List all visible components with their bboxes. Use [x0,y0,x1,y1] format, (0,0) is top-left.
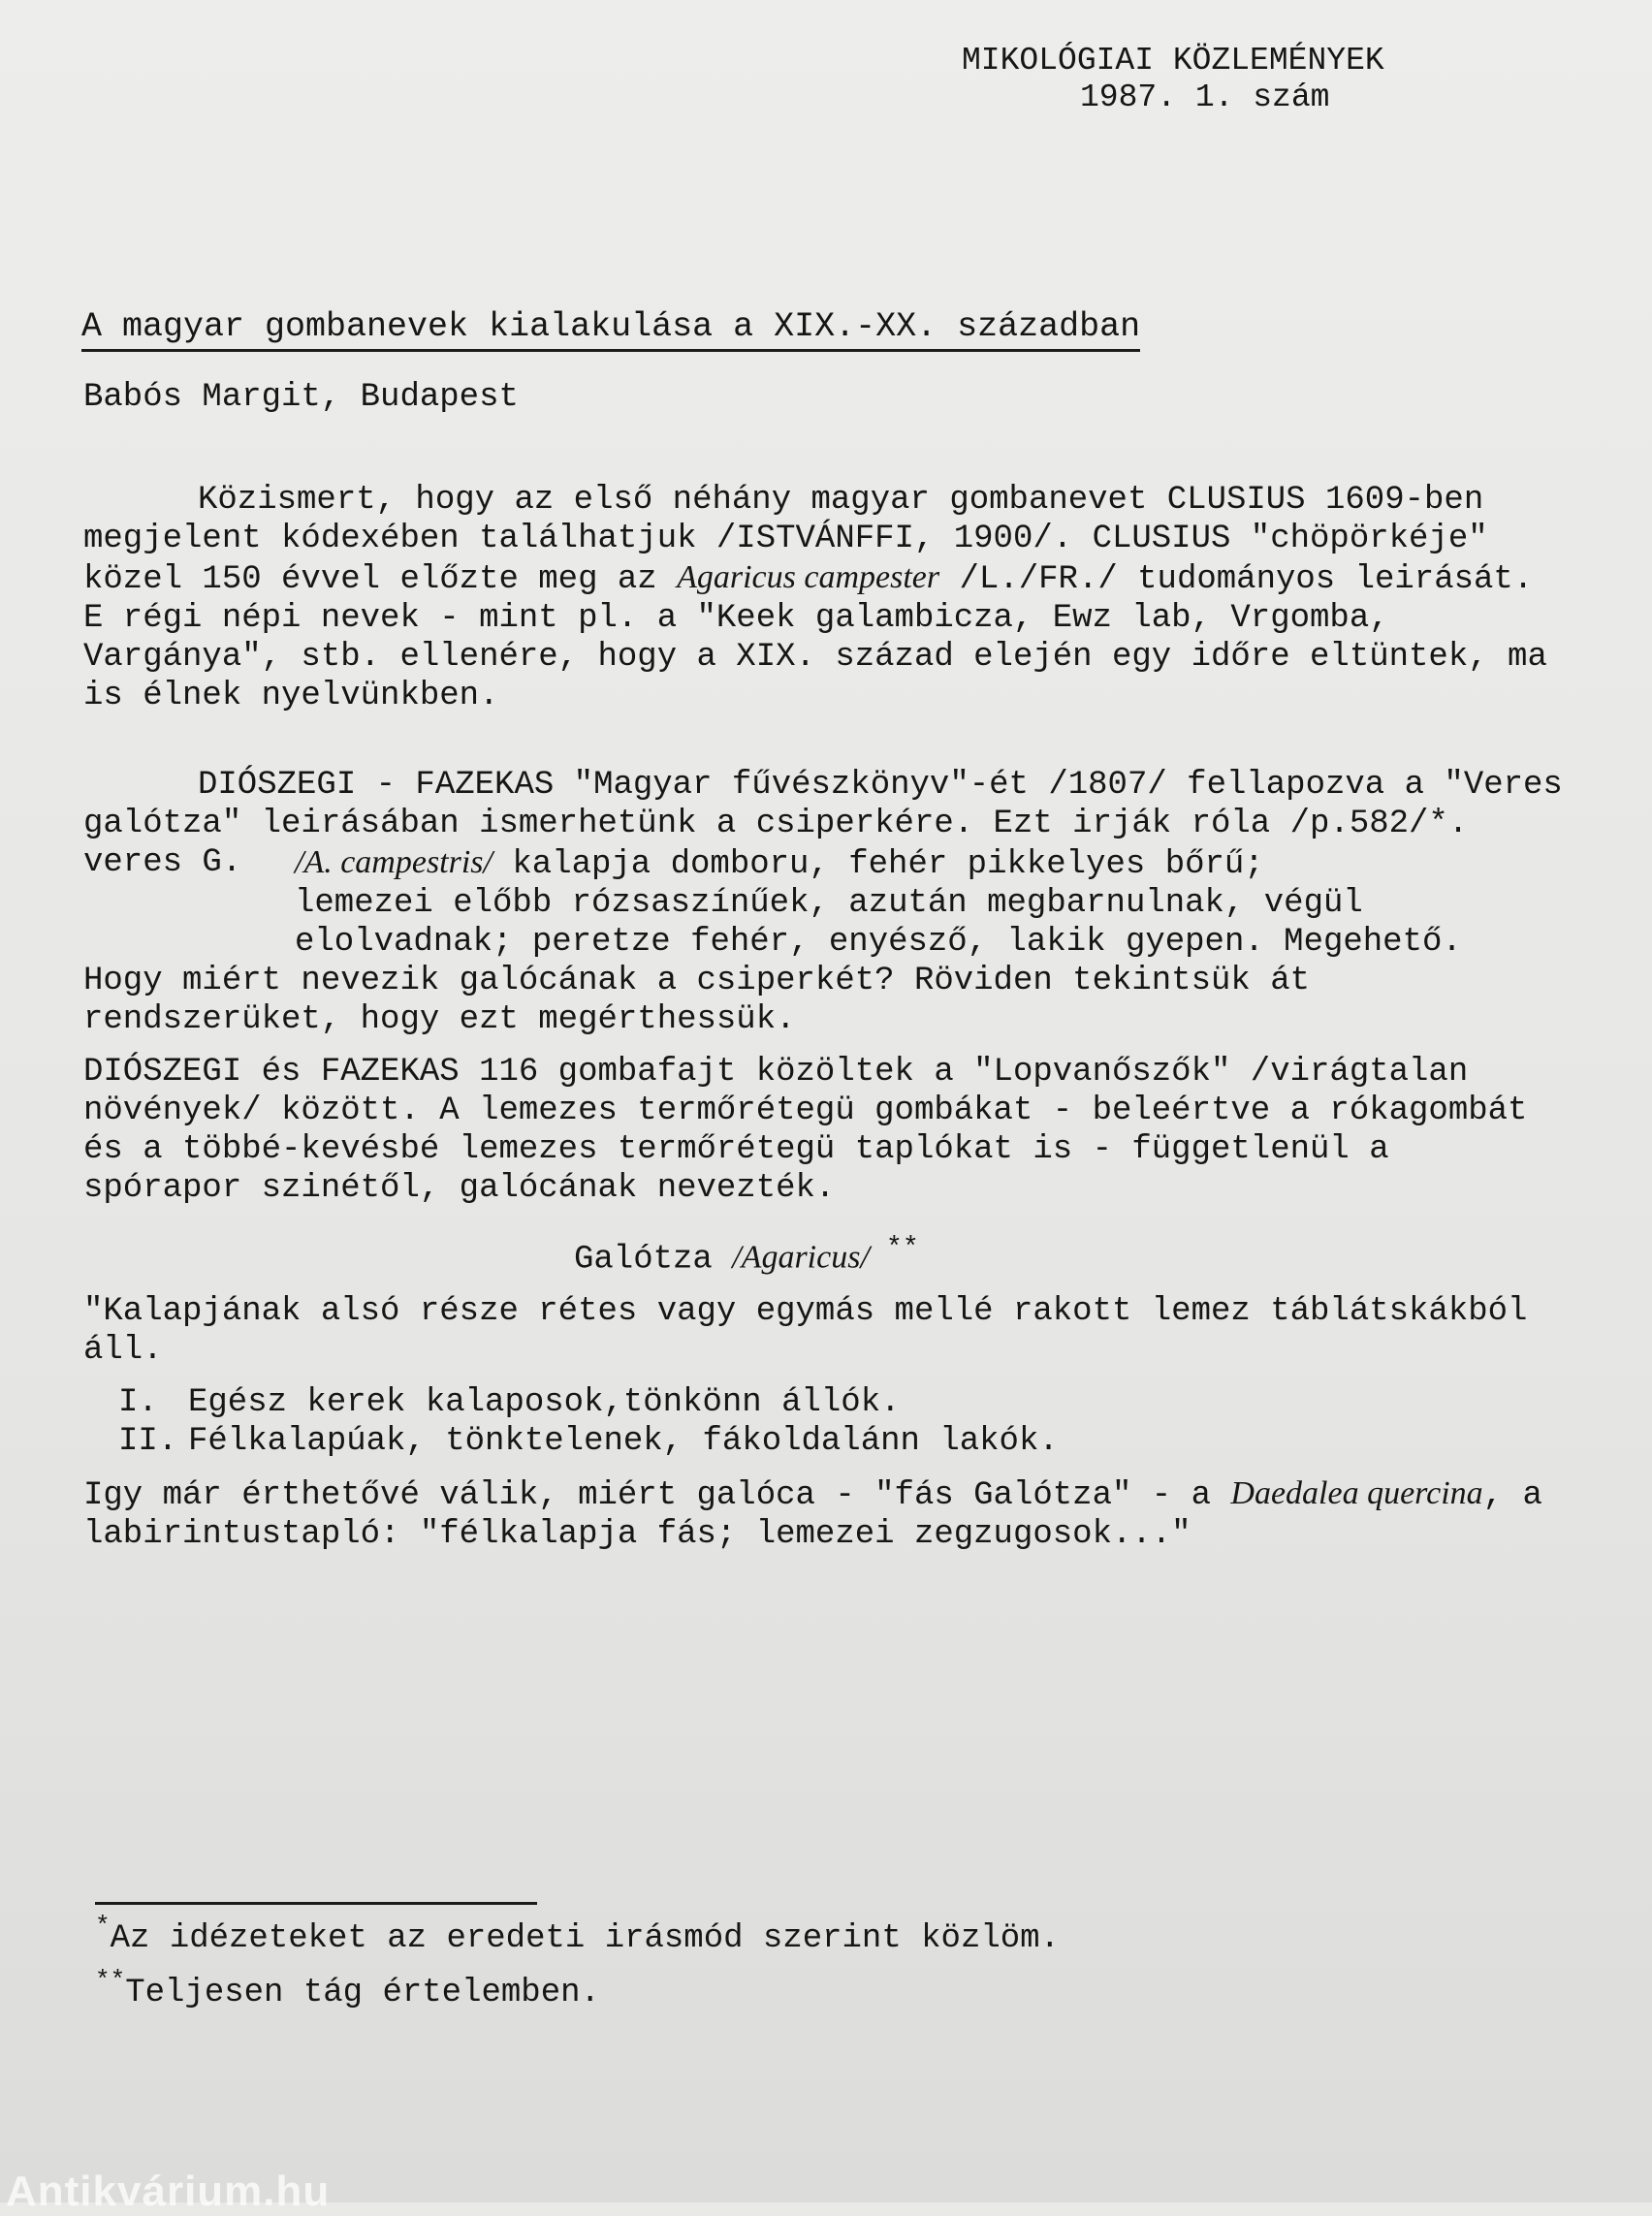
latin-name: /Agaricus/ [732,1239,870,1276]
paragraph-classification: DIÓSZEGI és FAZEKAS 116 gombafajt közöltek a "Lopvanőszők" /virágtalan növények/ között. A lemezes termőrétegü gombákat - beleértve a rókagombát és a többé-kevésbé lemezes termőrétegü taplókat is - függetlenül a spórapor szinétől, galócának nevezték. [83,1054,1528,1207]
quote-label: veres G. [83,844,242,881]
footnote-text: Teljesen tág értelemben. [125,1975,600,2011]
list-item [83,1422,1567,1461]
list-item-text: Egész kerek kalaposok,tönkönn állók. [188,1384,901,1422]
genus-name: Galótza [574,1241,733,1279]
journal-issue: 1987. 1. szám [1080,79,1330,115]
genus-heading [83,1229,1567,1279]
paragraph-genus-quote: "Kalapjának alsó része rétes vagy egymás mellé rakott lemez táblátskákból áll. [83,1293,1528,1370]
paragraph-text: /L./FR./ tudományos leirását. E régi népi nevek - mint pl. a "Keek galambicza, Ewz lab, Vrgomba, Vargánya", stb. ellenére, hogy a XIX. század elején egy időre eltüntek, ma is élnek nyelvünkben. [83,561,1547,714]
footnote-mark: ** [95,1966,126,1995]
footnote [95,1912,1060,1966]
paragraph-text: , a labirintustapló: "félkalapja fás; lemezei zegzugosok..." [83,1477,1542,1554]
list-item-text: Félkalapúak, tönktelenek, fákoldalánn lakók. [188,1423,1059,1461]
paragraph-text: Közismert, hogy az első néhány magyar gombanevet CLUSIUS 1609-ben megjelent kódexében találhatjuk /ISTVÁNFFI, 1900/. CLUSIUS "chöpörkéje" közel 150 évvel előzte meg az [83,482,1488,598]
footnote-ref: ** [869,1232,919,1264]
species-description-quote [83,843,1567,962]
roman-list [83,1383,1567,1461]
article-title: A magyar gombanevek kialakulása a XIX.-XX. században [81,306,1140,352]
quote-text: kalapja domboru, fehér pikkelyes bőrű; [492,846,1264,883]
paragraph-question: Hogy miért nevezik galócának a csiperkét? Röviden tekintsük át rendszerüket, hogy ezt megérthessük. [83,963,1311,1038]
footnote-text: Az idézeteket az eredeti irásmód szerint közlöm. [110,1920,1060,1957]
paragraph-conclusion [83,1474,1567,1554]
list-item-number: I. [118,1384,158,1422]
quote-text-continued: lemezei előbb rózsaszínűek, azután megbarnulnak, végül elolvadnak; peretze fehér, enyésző, lakik gyepen. Megehető. [295,885,1462,961]
latin-name: /A. campestris/ [295,844,492,880]
footnote-divider [95,1902,537,1905]
latin-name: Daedalea quercina [1230,1475,1483,1512]
journal-header [962,43,1505,116]
footnote [95,1966,1060,2020]
article-author: Babós Margit, Budapest [83,379,519,416]
footnote-mark: * [95,1912,111,1941]
list-item [83,1383,1567,1422]
latin-name: Agaricus campester [677,559,940,595]
list-item-number: II. [118,1423,178,1461]
paragraph-fuveszkonyv: DIÓSZEGI - FAZEKAS "Magyar fűvészkönyv"-ét /1807/ fellapozva a "Veres galótza" leirásában ismerhetünk a csiperkére. Ezt irják róla /p.582/*. [83,767,1563,842]
journal-name: MIKOLÓGIAI KÖZLEMÉNYEK [962,43,1384,79]
article-body [83,481,1567,1554]
footnotes [95,1912,1060,2020]
watermark: Antikvárium.hu [6,2168,331,2215]
paragraph-text: Igy már érthetővé válik, miért galóca - "fás Galótza" - a [83,1477,1231,1515]
paragraph-intro [83,481,1567,715]
